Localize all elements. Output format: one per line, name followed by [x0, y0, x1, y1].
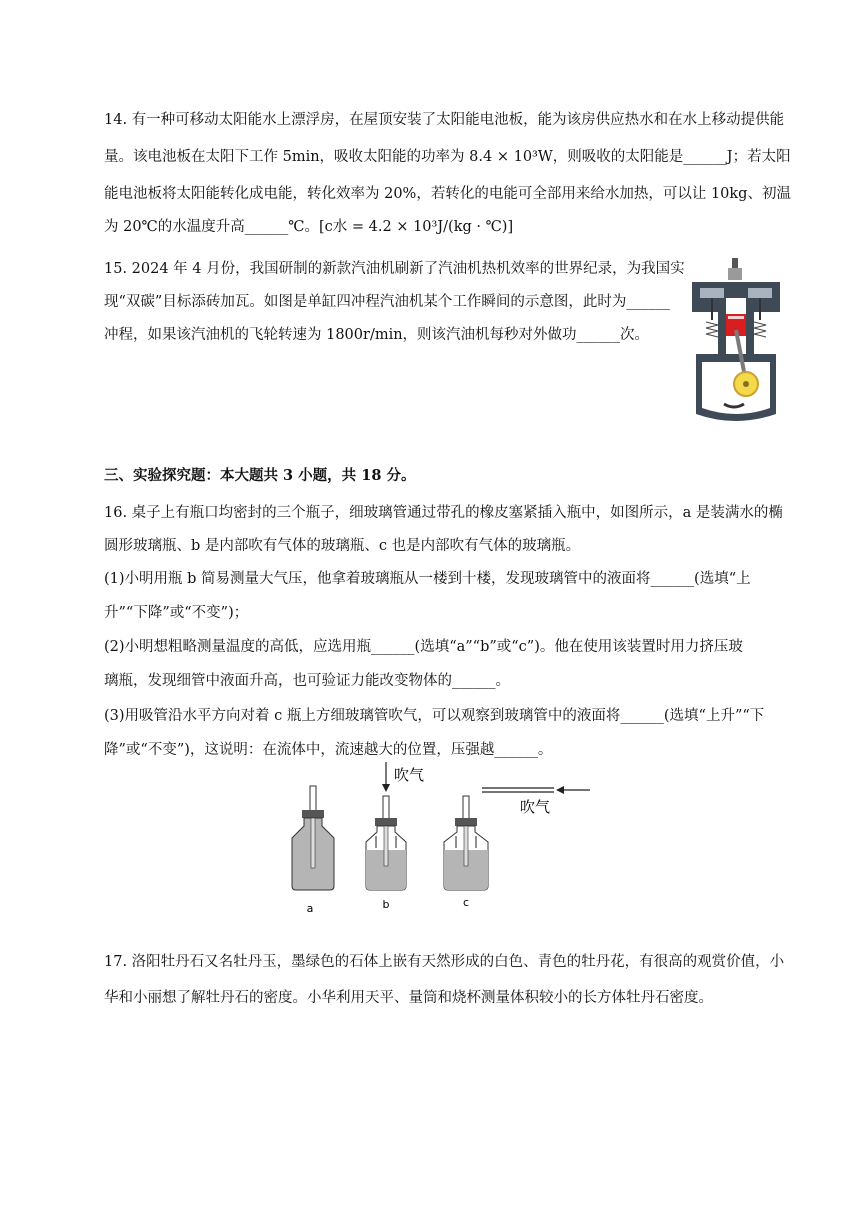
three-bottles-figure — [276, 762, 592, 916]
q16-part2-line-1: (2)小明想粗略测量温度的高低，应选用瓶______(选填“a”“b”或“c”)。他在使用该装置时用力挤压玻 — [104, 639, 743, 655]
bottle-a — [292, 786, 334, 915]
bottle-c — [444, 786, 590, 909]
label-b: b — [382, 898, 390, 911]
q16-part2-line-2: 璃瓶，发现细管中液面升高，也可验证力能改变物体的______。 — [104, 673, 510, 689]
four-stroke-engine-diagram — [688, 258, 784, 424]
q17-line-2: 华和小丽想了解牡丹石的密度。小华利用天平、量筒和烧杯测量体积较小的长方体牡丹石密度。 — [104, 990, 713, 1006]
arrow-down-icon — [382, 784, 390, 792]
blow-label-side: 吹气 — [520, 798, 551, 816]
arrow-left-icon — [556, 786, 564, 794]
label-a: a — [306, 902, 314, 915]
q16-part1-line-1: (1)小明用瓶 b 简易测量大气压，他拿着玻璃瓶从一楼到十楼，发现玻璃管中的液面将______(选填“上 — [104, 571, 751, 587]
section-3-heading: 三、实验探究题：本大题共 3 小题，共 18 分。 — [104, 467, 416, 484]
q14-line-4: 为 20℃的水温度升高______℃。[c水 = 4.2 × 10³J/(kg · ℃)] — [104, 219, 514, 235]
label-c: c — [462, 896, 470, 909]
blow-label-top: 吹气 — [394, 766, 425, 784]
spark-plug-icon — [732, 258, 738, 268]
q17-line-1: 17. 洛阳牡丹石又名牡丹玉，墨绿色的石体上嵌有天然形成的白色、青色的牡丹花，有很高的观赏价值，小 — [104, 954, 785, 970]
q14-line-1: 14. 有一种可移动太阳能水上漂浮房，在屋顶安装了太阳能电池板，能为该房供应热水和在水上移动提供能 — [104, 112, 785, 128]
q16-line-2: 圆形玻璃瓶、b 是内部吹有气体的玻璃瓶、c 也是内部吹有气体的玻璃瓶。 — [104, 538, 581, 554]
bottle-b — [366, 762, 424, 911]
q14-line-2: 量。该电池板在太阳下工作 5min，吸收太阳能的功率为 8.4 × 10³W，则吸收的太阳能是______J；若太阳 — [104, 149, 791, 165]
q14-line-3: 能电池板将太阳能转化成电能，转化效率为 20%，若转化的电能可全部用来给水加热，可以让 10kg、初温 — [104, 186, 791, 202]
q15-line-2: 现“双碳”目标添砖加瓦。如图是单缸四冲程汽油机某个工作瞬间的示意图，此时为______ — [104, 294, 670, 310]
q15-line-3: 冲程，如果该汽油机的飞轮转速为 1800r/min，则该汽油机每秒对外做功______次。 — [104, 327, 650, 343]
q15-line-1: 15. 2024 年 4 月份，我国研制的新款汽油机刷新了汽油机热机效率的世界纪录，为我国实 — [104, 261, 685, 277]
q16-line-1: 16. 桌子上有瓶口均密封的三个瓶子，细玻璃管通过带孔的橡皮塞紧插入瓶中，如图所示，a 是装满水的椭 — [104, 505, 783, 521]
q16-part3-line-1: (3)用吸管沿水平方向对着 c 瓶上方细玻璃管吹气，可以观察到玻璃管中的液面将______(选填“上升”“下 — [104, 708, 765, 724]
q16-part1-line-2: 升”“下降”或“不变”)； — [104, 605, 249, 621]
q16-part3-line-2: 降”或“不变”)，这说明：在流体中，流速越大的位置，压强越______。 — [104, 742, 553, 758]
